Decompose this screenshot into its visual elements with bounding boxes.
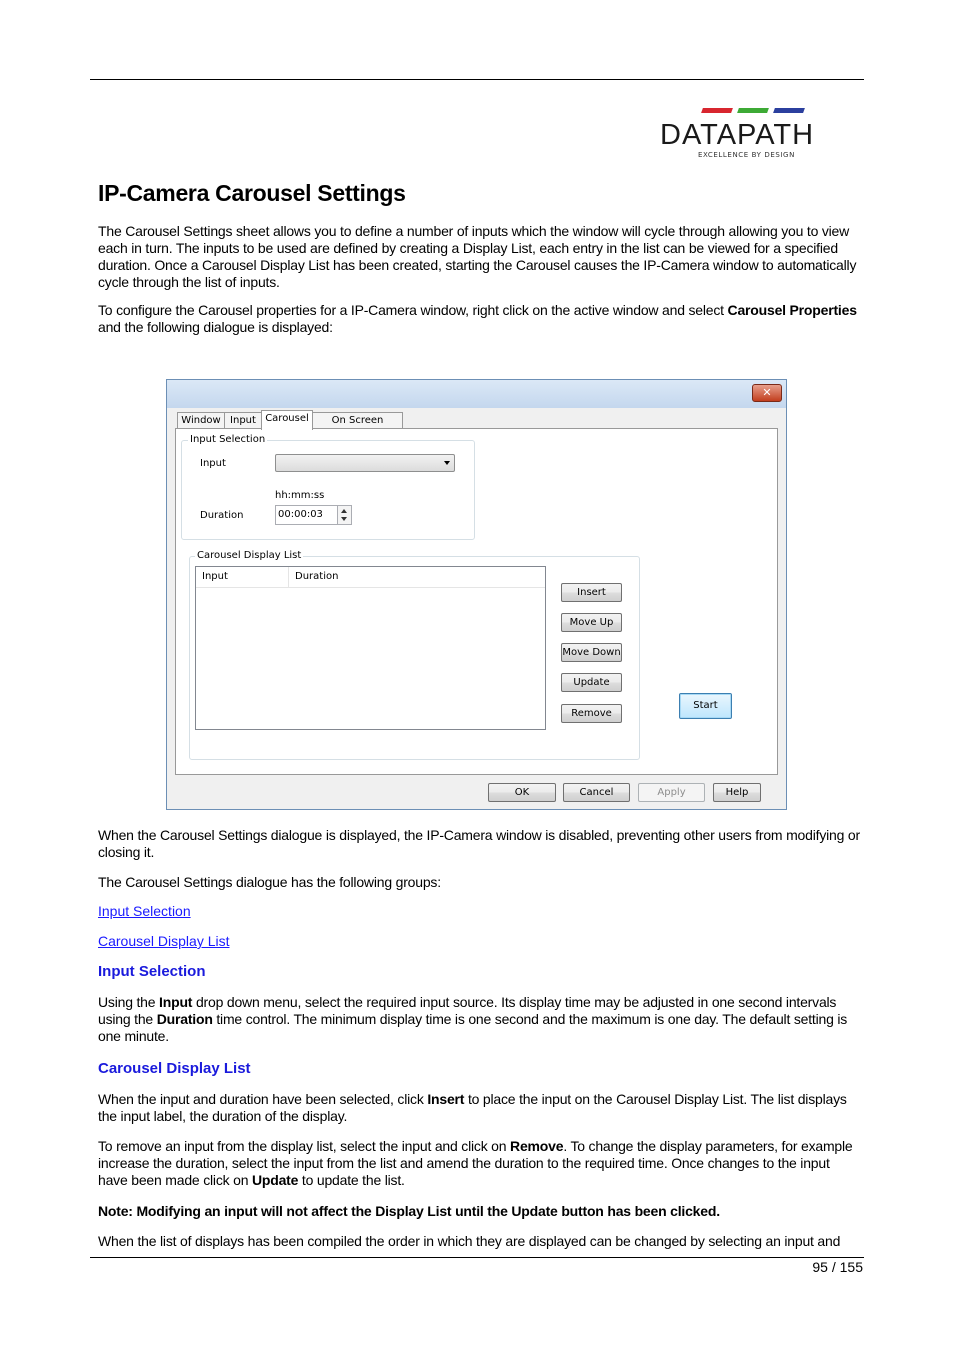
display-list-paragraph-2: To remove an input from the display list, select the input and click on Remove. To change the display parameters, for example increase the duration, select the input from the list and amend the duration to the required time. Once changes to the input have been made click on Update to update the list. [98,1138,853,1188]
tab-input[interactable]: Input [224,412,262,429]
tab-window[interactable]: Window [177,412,225,429]
input-label: Input [200,458,226,469]
update-button[interactable]: Update [561,673,622,692]
tab-on-screen-display[interactable]: On Screen [312,412,403,429]
move-up-button[interactable]: Move Up [561,613,622,632]
column-duration[interactable]: Duration [295,571,339,582]
display-list-group-label: Carousel Display List [197,550,302,561]
start-button[interactable]: Start [679,693,732,719]
intro-paragraph-2: To configure the Carousel properties for a IP-Camera window, right click on the active window and select Carousel Properties and the following dialogue is displayed: [98,302,857,335]
update-note: Note: Modifying an input will not affect the Display List until the Update button has been clicked. [98,1203,720,1219]
display-order-paragraph: When the list of displays has been compiled the order in which they are displayed can be changed by selecting an input and [98,1233,841,1249]
duration-spin-buttons[interactable] [337,506,351,524]
carousel-properties-term: Carousel Properties [727,302,857,318]
logo-red-bar [701,108,733,113]
tab-carousel[interactable]: Carousel [261,410,313,430]
logo-wordmark: DATAPATH [660,119,815,151]
apply-button[interactable]: Apply [638,783,705,802]
page-number: 95 / 155 [812,1259,863,1275]
logo-green-bar [737,108,769,113]
display-list[interactable] [195,566,546,730]
input-selection-group [181,434,475,540]
page-title: IP-Camera Carousel Settings [98,180,406,206]
header-rule [90,79,864,80]
input-dropdown[interactable] [275,454,455,472]
move-down-button[interactable]: Move Down [561,643,622,662]
close-icon[interactable]: ✕ [752,384,782,402]
groups-paragraph: The Carousel Settings dialogue has the following groups: [98,874,441,890]
cancel-button[interactable]: Cancel [563,783,630,802]
disabled-paragraph: When the Carousel Settings dialogue is displayed, the IP-Camera window is disabled, preventing other users from modifying or closing it. [98,827,860,860]
ok-button[interactable]: OK [488,783,556,802]
help-button[interactable]: Help [713,783,761,802]
datapath-logo [660,106,840,162]
spin-up-icon[interactable] [341,509,347,513]
carousel-display-list-group [189,550,640,760]
display-list-header [196,567,545,588]
link-carousel-display-list[interactable]: Carousel Display List [98,933,230,949]
input-selection-paragraph: Using the Input drop down menu, select the required input source. Its display time may be adjusted in one second intervals using the Duration time control. The minimum display time is one second and the maximum is one day. The default setting is one minute. [98,994,848,1044]
input-selection-group-label: Input Selection [190,434,266,445]
heading-input-selection: Input Selection [98,963,206,980]
duration-stepper[interactable]: 00:00:03 [275,505,352,525]
intro-paragraph: The Carousel Settings sheet allows you to define a number of inputs which the window will cycle through allowing you to view each in turn. The inputs to be used are defined by creating a Display List, each entry in the list can be viewed for a specified duration. Once a Carousel Display List has been created, starting the Carousel causes the IP-Camera window to automatically cycle through the list of inputs. [98,223,857,290]
heading-carousel-display-list: Carousel Display List [98,1060,251,1077]
spin-down-icon[interactable] [341,517,347,521]
footer-rule [90,1257,864,1258]
duration-label: Duration [200,510,244,521]
display-list-paragraph-1: When the input and duration have been selected, click Insert to place the input on the Carousel Display List. The list displays the input label, the duration of the display. [98,1091,847,1124]
logo-tagline: EXCELLENCE BY DESIGN [698,151,795,159]
remove-button[interactable]: Remove [561,704,622,723]
carousel-settings-dialog [166,379,787,810]
chevron-down-icon [444,461,450,465]
logo-blue-bar [773,108,805,113]
column-input[interactable]: Input [196,567,289,587]
dialog-titlebar [167,380,786,408]
time-format-label: hh:mm:ss [275,490,325,501]
link-input-selection[interactable]: Input Selection [98,903,191,919]
carousel-panel [175,428,778,775]
insert-button[interactable]: Insert [561,583,622,602]
